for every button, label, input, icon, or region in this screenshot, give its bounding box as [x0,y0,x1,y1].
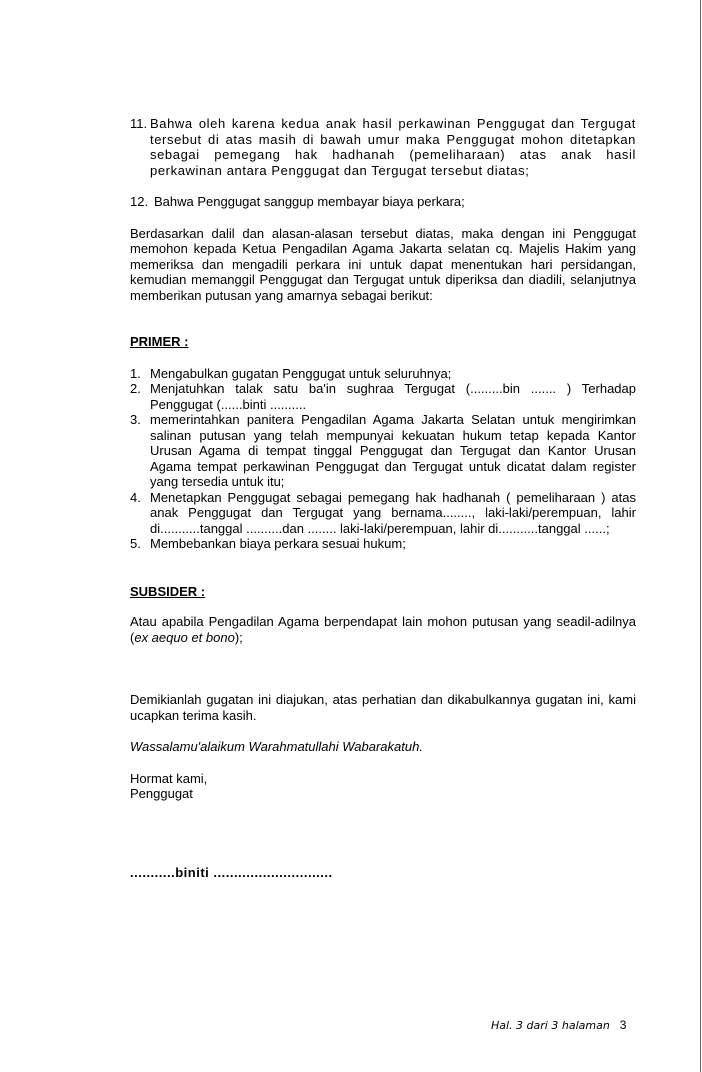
subsider-paragraph: Atau apabila Pengadilan Agama berpendapat lain mohon putusan yang seadil-adilnya (ex aequo et bono); [130,614,636,645]
document-body [130,116,636,880]
regards-line-2: Penggugat [130,786,193,801]
primer-item-1: 1. Mengabulkan gugatan Penggugat untuk seluruhnya; [130,365,452,381]
closing-salam: Wassalamu'alaikum Warahmatullahi Wabarakatuh. [130,739,423,754]
point-11-text: Bahwa oleh karena kedua anak hasil perkawinan Penggugat dan Tergugat tersebut di atas masih di bawah umur maka Penggugat mohon ditetapkan sebagai pemegang hak hadhanah (pemeliharaan) atas anak hasil perkawinan antara Penggugat dan Tergugat tersebut diatas; [150,116,636,178]
primer-heading: PRIMER : [130,334,189,349]
point-12 [130,194,636,210]
primer-item-2: 2. Menjatuhkan talak satu ba'in sughraa Tergugat (.........bin ....... ) Terhadap Penggugat (......binti .......... [130,381,636,412]
point-12-text: Bahwa Penggugat sanggup membayar biaya perkara; [154,194,465,209]
primer-item-3: 3. memerintahkan panitera Pengadilan Agama Jakarta Selatan untuk mengirimkan salinan putusan yang telah mempunyai kekuatan hukum tetap kepada Kantor Urusan Agama di tempat tinggal Penggugat dan Tergugat dan Kantor Urusan Agama tempat perkawinan Penggugat dan Tergugat untuk dicatat dalam register yang tersedia untuk itu; [130,412,636,489]
primer-item-4: 4. Menetapkan Penggugat sebagai pemegang hak hadhanah ( pemeliharaan ) atas anak Penggugat dan Tergugat yang bernama........, laki-laki/perempuan, lahir di...........tanggal ..........dan ........ laki-laki/perempuan, lahir di...........tanggal ......; [130,489,636,536]
subsider-heading: SUBSIDER : [130,583,206,599]
regards-line-1: Hormat kami, [130,770,208,786]
closing-paragraph: Demikianlah gugatan ini diajukan, atas perhatian dan dikabulkannya gugatan ini, kami ucapkan terima kasih. [130,692,636,723]
footer-page-number: 3 [619,1018,627,1032]
intro-paragraph: Berdasarkan dalil dan alasan-alasan tersebut diatas, maka dengan ini Penggugat memohon kepada Ketua Pengadilan Agama Jakarta selatan cq. Majelis Hakim yang memeriksa dan mengadili perkara ini untuk dapat menentukan hari persidangan, kemudian memanggil Penggugat dan Tergugat untuk diperiksa dan diadili, selanjutnya memberikan putusan yang amarnya sebagai berikut: [130,225,636,303]
primer-list [130,366,636,552]
point-12-number: 12. [130,194,149,209]
subsider-latin-phrase: ex aequo et bono [134,629,235,645]
page-footer [491,1018,641,1032]
point-11-number: 11. [130,116,148,131]
signature-line: ...........biniti ............................. [130,864,333,880]
footer-page-label: Hal. 3 dari 3 halaman [491,1019,610,1032]
primer-item-5: 5. Membebankan biaya perkara sesuai hukum; [130,536,406,551]
point-11 [130,116,636,178]
